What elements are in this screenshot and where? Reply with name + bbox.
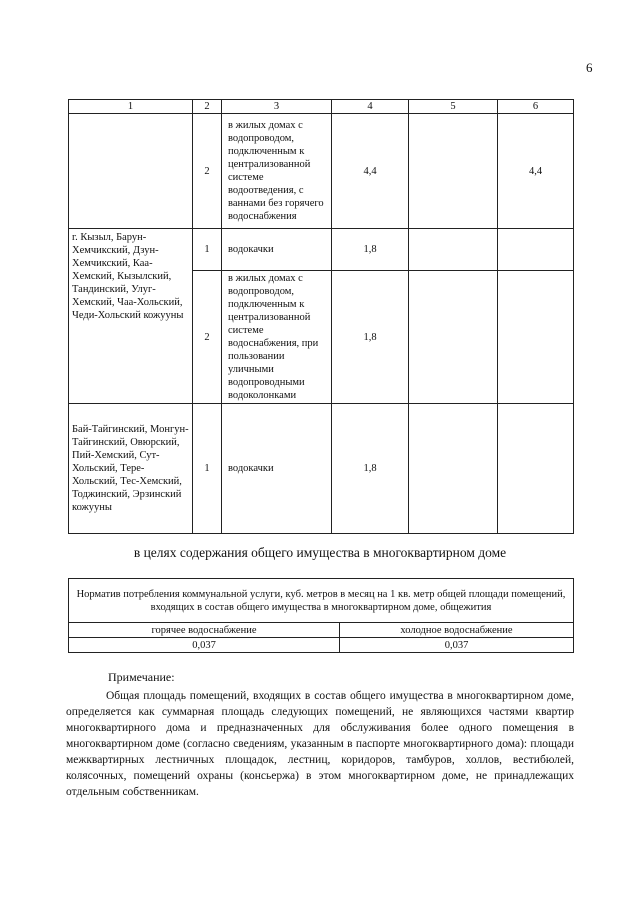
value-cell <box>498 229 574 271</box>
value-cell <box>409 229 498 271</box>
header-cell: 5 <box>409 100 498 114</box>
number-cell: 1 <box>193 404 222 534</box>
value-cell <box>498 404 574 534</box>
description-cell: водокачки <box>222 404 332 534</box>
main-table <box>68 99 574 534</box>
table-header-row <box>69 100 574 114</box>
number-cell: 2 <box>193 114 222 229</box>
value-cell: 1,8 <box>332 229 409 271</box>
hot-water-value: 0,037 <box>69 638 340 653</box>
cold-water-value: 0,037 <box>340 638 574 653</box>
value-cell: 4,4 <box>332 114 409 229</box>
table-row <box>69 229 574 271</box>
value-cell <box>409 114 498 229</box>
header-cell: 6 <box>498 100 574 114</box>
note-body: Общая площадь помещений, входящих в состав общего имущества в многоквартирном доме, определяется как суммарная площадь следующих помещений, не являющихся частями квартир многоквартирного дома и предназначенных для обслуживания более одного помещения в многоквартирном доме (согласно сведениям, указанным в паспорте многоквартирного дома): площади межквартирных лестничных площадок, лестниц, коридоров, тамбуров, холлов, вестибюлей, колясочных, помещений охраны (консьержа) в этом многоквартирном доме, не принадлежащих отдельным собственникам. <box>66 690 574 798</box>
table-row <box>69 114 574 229</box>
number-cell: 2 <box>193 271 222 404</box>
region-cell: Бай-Тайгинский, Монгун-Тайгинский, Овюрский, Пий-Хемский, Сут-Хольский, Тере-Хольский, Тес-Хемский, Тоджинский, Эрзинский кожууны <box>69 404 193 534</box>
region-cell: г. Кызыл, Барун-Хемчикский, Дзун-Хемчикский, Каа-Хемский, Кызылский, Тандинский, Улуг-Хемский, Чаа-Хольский, Чеди-Хольский кожууны <box>69 229 193 404</box>
value-cell: 4,4 <box>498 114 574 229</box>
header-cell: 3 <box>222 100 332 114</box>
header-cell: 4 <box>332 100 409 114</box>
number-cell: 1 <box>193 229 222 271</box>
section-heading: в целях содержания общего имущества в многоквартирном доме <box>133 545 507 560</box>
header-cell: 1 <box>69 100 193 114</box>
norm-table <box>68 578 574 653</box>
table-row <box>69 623 574 638</box>
value-cell <box>409 271 498 404</box>
description-cell: водокачки <box>222 229 332 271</box>
norm-title-cell: Норматив потребления коммунальной услуги, куб. метров в месяц на 1 кв. метр общей площади помещений, входящих в состав общего имущества в многоквартирном доме, общежития <box>69 579 574 623</box>
table-row <box>69 404 574 534</box>
cold-water-header: холодное водоснабжение <box>340 623 574 638</box>
description-cell: в жилых домах с водопроводом, подключенным к централизованной системе водоотведения, с ваннами без горячего водоснабжения <box>222 114 332 229</box>
note-title: Примечание: <box>108 670 175 684</box>
description-cell: в жилых домах с водопроводом, подключенным к централизованной системе водоснабжения, при пользовании уличными водопроводными водоколонками <box>222 271 332 404</box>
value-cell: 1,8 <box>332 404 409 534</box>
table-row <box>69 638 574 653</box>
page-number: 6 <box>586 60 593 75</box>
region-cell <box>69 114 193 229</box>
value-cell: 1,8 <box>332 271 409 404</box>
table-row <box>69 579 574 623</box>
value-cell <box>409 404 498 534</box>
value-cell <box>498 271 574 404</box>
header-cell: 2 <box>193 100 222 114</box>
hot-water-header: горячее водоснабжение <box>69 623 340 638</box>
